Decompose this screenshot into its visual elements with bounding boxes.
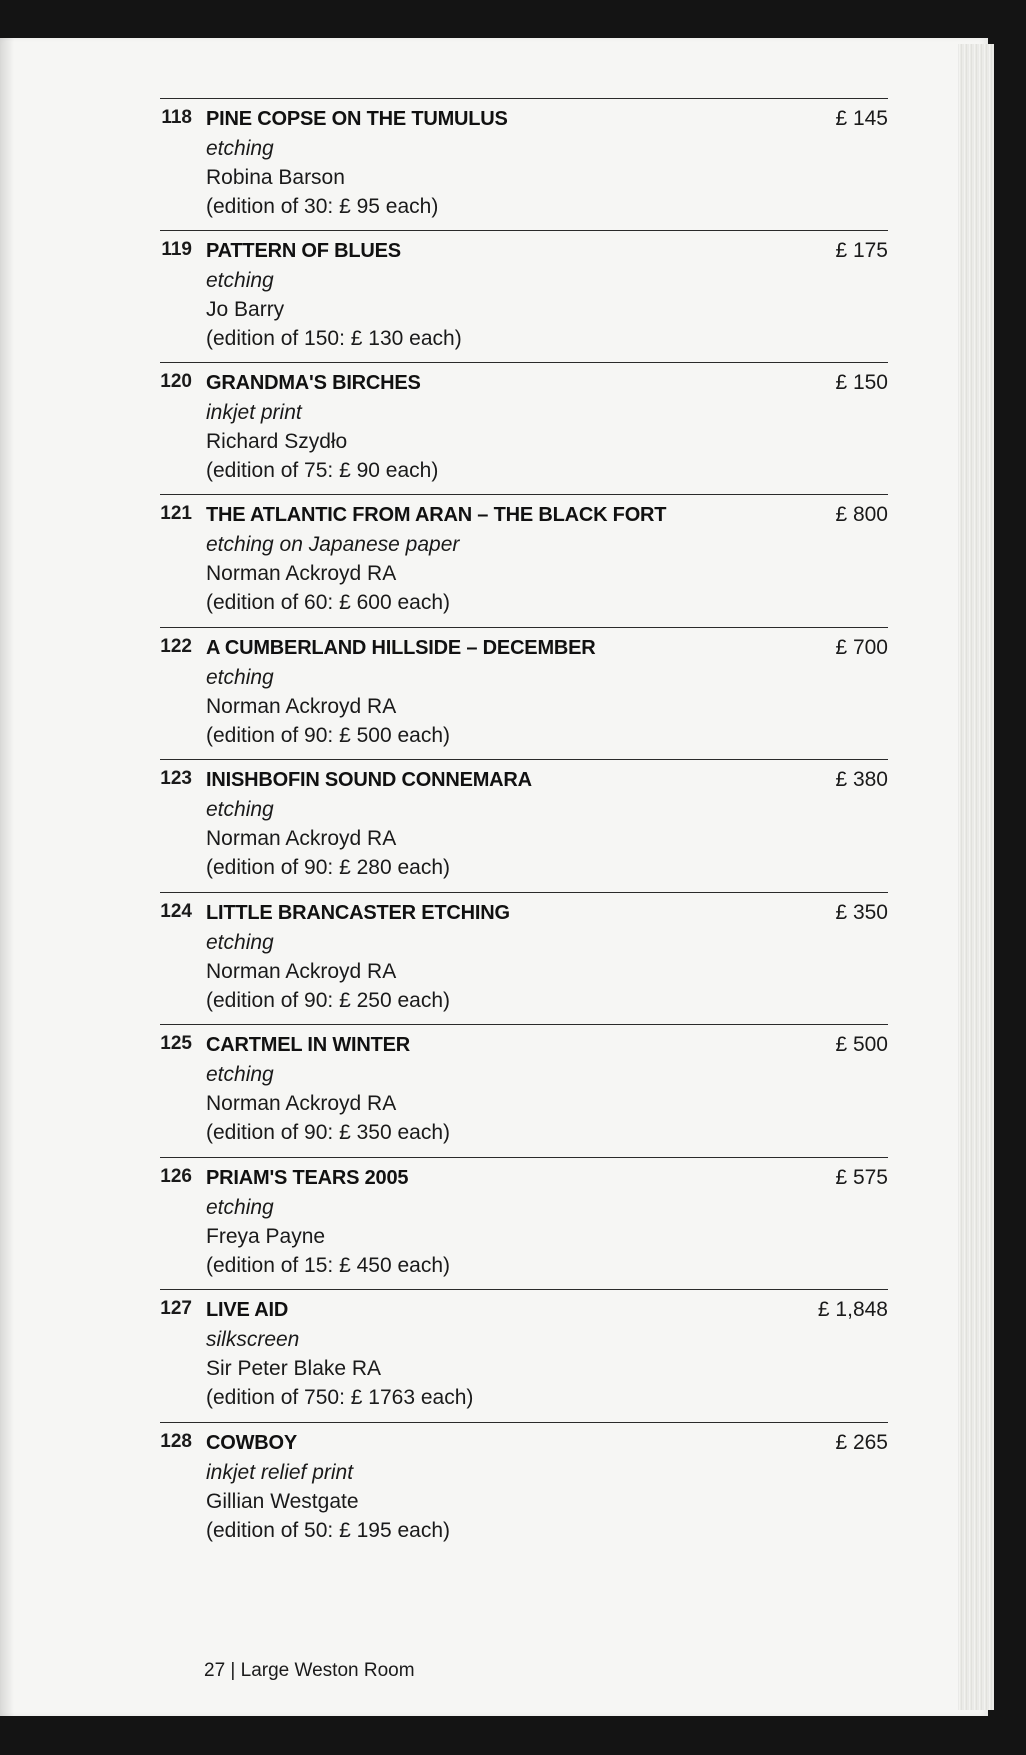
room-name: Large Weston Room: [240, 1660, 415, 1681]
catalogue-entry: [160, 1157, 888, 1290]
entry-title: A CUMBERLAND HILLSIDE – DECEMBER: [206, 637, 596, 659]
entry-edition: (edition of 90: £ 280 each): [206, 856, 451, 879]
entry-medium: etching: [206, 798, 274, 821]
entry-price: £ 575: [835, 1166, 888, 1189]
entry-artist: Jo Barry: [206, 298, 285, 321]
entry-edition: (edition of 75: £ 90 each): [206, 459, 439, 482]
entry-title: PATTERN OF BLUES: [206, 240, 401, 262]
entry-title: LIVE AID: [206, 1299, 289, 1321]
entry-medium: etching: [206, 269, 274, 292]
entry-medium: etching: [206, 931, 274, 954]
entry-medium: etching: [206, 666, 274, 689]
entry-medium: etching: [206, 1063, 274, 1086]
entry-artist: Norman Ackroyd RA: [206, 960, 397, 983]
entry-price: £ 380: [835, 768, 888, 791]
footer-separator: |: [230, 1660, 236, 1681]
entry-title: INISHBOFIN SOUND CONNEMARA: [206, 769, 532, 791]
catalogue-entry: [160, 494, 888, 627]
entry-number: 128: [160, 1431, 192, 1452]
catalogue-entry: [160, 230, 888, 363]
entry-medium: silkscreen: [206, 1328, 300, 1351]
entry-edition: (edition of 90: £ 350 each): [206, 1121, 451, 1144]
entry-edition: (edition of 90: £ 500 each): [206, 724, 451, 747]
catalogue-entry: [160, 892, 888, 1025]
spine-shadow: [0, 38, 14, 1716]
entry-title: GRANDMA'S BIRCHES: [206, 372, 421, 394]
entry-title: PINE COPSE ON THE TUMULUS: [206, 108, 508, 130]
entry-number: 119: [161, 239, 192, 260]
entry-number: 127: [160, 1298, 192, 1319]
entry-artist: Freya Payne: [206, 1225, 326, 1248]
entry-medium: etching: [206, 1196, 274, 1219]
entry-number: 118: [161, 107, 192, 128]
entry-edition: (edition of 60: £ 600 each): [206, 591, 451, 614]
catalogue-entry: [160, 1422, 888, 1555]
entry-price: £ 175: [835, 239, 888, 262]
entry-artist: Sir Peter Blake RA: [206, 1357, 382, 1380]
entry-price: £ 800: [835, 503, 888, 526]
entry-number: 120: [160, 371, 192, 392]
entry-artist: Norman Ackroyd RA: [206, 827, 397, 850]
entry-artist: Norman Ackroyd RA: [206, 1092, 397, 1115]
entry-title: LITTLE BRANCASTER ETCHING: [206, 902, 510, 924]
entry-title: THE ATLANTIC FROM ARAN – THE BLACK FORT: [206, 504, 667, 526]
entry-number: 126: [160, 1166, 192, 1187]
entry-edition: (edition of 50: £ 195 each): [206, 1519, 451, 1542]
entry-medium: inkjet print: [206, 401, 302, 424]
page-number: 27: [204, 1660, 226, 1681]
entry-edition: (edition of 90: £ 250 each): [206, 989, 451, 1012]
entry-price: £ 500: [835, 1033, 888, 1056]
entry-number: 123: [160, 768, 192, 789]
entry-edition: (edition of 150: £ 130 each): [206, 327, 462, 350]
entry-artist: Norman Ackroyd RA: [206, 695, 397, 718]
entry-number: 122: [160, 636, 192, 657]
entry-edition: (edition of 15: £ 450 each): [206, 1254, 451, 1277]
entry-medium: inkjet relief print: [206, 1461, 354, 1484]
entry-number: 124: [160, 901, 192, 922]
page-edges: [958, 44, 994, 1710]
catalogue-entry: [160, 759, 888, 892]
entry-number: 121: [160, 503, 192, 524]
entry-price: £ 700: [835, 636, 888, 659]
entry-title: COWBOY: [206, 1432, 298, 1454]
entry-medium: etching on Japanese paper: [206, 533, 460, 556]
catalogue-entry: [160, 362, 888, 495]
entry-price: £ 265: [835, 1431, 888, 1454]
entry-price: £ 150: [835, 371, 888, 394]
entry-edition: (edition of 750: £ 1763 each): [206, 1386, 474, 1409]
entry-edition: (edition of 30: £ 95 each): [206, 195, 439, 218]
entry-price: £ 350: [835, 901, 888, 924]
catalogue-entry: [160, 1289, 888, 1422]
entry-title: CARTMEL IN WINTER: [206, 1034, 410, 1056]
catalogue-entry: [160, 1024, 888, 1157]
entry-artist: Gillian Westgate: [206, 1490, 359, 1513]
entry-artist: Robina Barson: [206, 166, 345, 189]
entry-artist: Richard Szydło: [206, 430, 348, 453]
catalogue-entry: [160, 627, 888, 760]
entry-price: £ 145: [835, 107, 888, 130]
entry-price: £ 1,848: [817, 1298, 888, 1321]
entry-artist: Norman Ackroyd RA: [206, 562, 397, 585]
entry-title: PRIAM'S TEARS 2005: [206, 1167, 409, 1189]
entry-medium: etching: [206, 137, 274, 160]
page-footer: [204, 1660, 415, 1682]
entry-number: 125: [160, 1033, 192, 1054]
catalogue-entry: [160, 98, 888, 231]
